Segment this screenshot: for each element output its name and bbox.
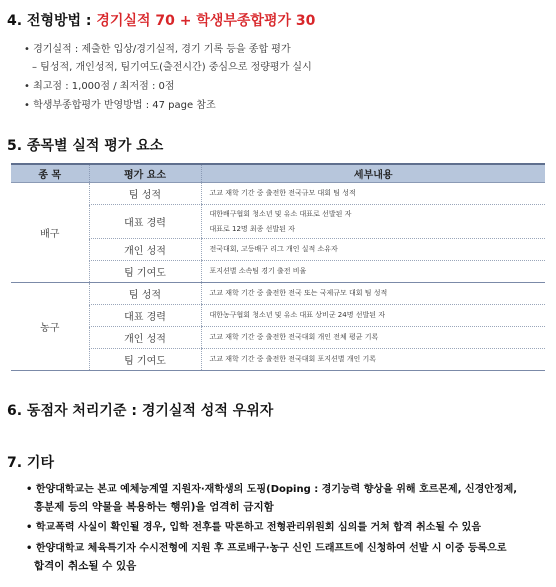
header-element: 평가 요소 [89, 164, 201, 183]
detail-cell [201, 239, 545, 261]
detail-text: 대한농구협회 청소년 및 유소 대표 상비군 24명 선발된 자 [209, 311, 385, 319]
table-row [11, 283, 545, 305]
table-row [11, 349, 545, 371]
detail-text: 고교 재학 기간 중 출전한 전국대회 포지션별 개인 기록 [209, 355, 377, 363]
detail-text: 포지션별 소속팀 경기 출전 비율 [209, 267, 307, 275]
evaluation-element: 대표 경력 [89, 205, 201, 239]
detail-text: 고교 재학 기간 중 출전한 전국대회 개인 전체 평균 기록 [209, 333, 379, 341]
section-4-title [7, 10, 315, 30]
evaluation-element: 개인 성적 [89, 239, 201, 261]
table-row [11, 305, 545, 327]
section-5-title: 5. 종목별 실적 평가 요소 [7, 138, 164, 154]
section-6-title: 6. 동점자 처리기준 : 경기실적 성적 우위자 [7, 403, 274, 419]
header-detail: 세부내용 [201, 164, 545, 183]
evaluation-element: 개인 성적 [89, 327, 201, 349]
detail-cell [201, 349, 545, 371]
sport-name-basketball: 농구 [11, 283, 89, 371]
detail-cell [201, 205, 545, 239]
section-4-line-4: • 학생부종합평가 반영방법 : 47 page 참조 [24, 100, 216, 111]
detail-text: 전국대회, 고등배구 리그 개인 실적 소유자 [209, 245, 338, 253]
detail-text: 대표로 12명 최종 선발된 자 [209, 224, 295, 233]
section-4-title-prefix: 4. 전형방법 : [7, 13, 97, 29]
section-7-line-3: • 학교폭력 사실이 확인될 경우, 입학 전후를 막론하고 전형관리위원회 심의를 거쳐 합격 취소될 수 있음 [26, 522, 481, 533]
detail-text: 대한배구협회 청소년 및 유소 대표로 선발된 자 [209, 209, 352, 218]
section-7-line-4: • 한양대학교 체육특기자 수시전형에 지원 후 프로배구·농구 신인 드래프트에 신청하여 선발 시 이중 등록으로 [26, 543, 507, 554]
detail-cell [201, 327, 545, 349]
evaluation-element: 대표 경력 [89, 305, 201, 327]
table-row [11, 239, 545, 261]
sport-name-volleyball: 배구 [11, 183, 89, 283]
header-sport: 종 목 [11, 164, 89, 183]
detail-cell [201, 305, 545, 327]
evaluation-element: 팀 성적 [89, 283, 201, 305]
evaluation-criteria-table [11, 163, 545, 371]
section-4-line-3: • 최고점 : 1,000점 / 최저점 : 0점 [24, 81, 175, 92]
section-4-line-1: • 경기실적 : 제출한 입상/경기실적, 경기 기록 등을 종합 평가 [24, 44, 291, 55]
table-row [11, 261, 545, 283]
section-4-title-highlight: 경기실적 70 + 학생부종합평가 30 [96, 13, 316, 29]
table-header-row [11, 164, 545, 183]
section-4-line-2: – 팀성적, 개인성적, 팀기여도(출전시간) 중심으로 정량평가 실시 [32, 62, 312, 73]
detail-text: 고교 재학 기간 중 출전한 전국규모 대회 팀 성적 [209, 189, 356, 197]
section-7-line-1: • 한양대학교는 본교 예체능계열 지원자·재학생의 도핑(Doping : 경기능력 향상을 위해 호르몬제, 신경안정제, [26, 484, 518, 495]
table-row [11, 205, 545, 239]
section-7-title: 7. 기타 [7, 455, 54, 471]
evaluation-element: 팀 기여도 [89, 349, 201, 371]
detail-cell [201, 261, 545, 283]
detail-cell [201, 283, 545, 305]
evaluation-element: 팀 성적 [89, 183, 201, 205]
detail-text: 고교 재학 기간 중 출전한 전국 또는 국제규모 대회 팀 성적 [209, 289, 388, 297]
detail-cell [201, 183, 545, 205]
section-7-line-2: 흥분제 등의 약물을 복용하는 행위)을 엄격히 금지함 [34, 501, 274, 513]
evaluation-element: 팀 기여도 [89, 261, 201, 283]
table-row [11, 183, 545, 205]
table-row [11, 327, 545, 349]
section-7-line-5: 합격이 취소될 수 있음 [34, 560, 137, 572]
